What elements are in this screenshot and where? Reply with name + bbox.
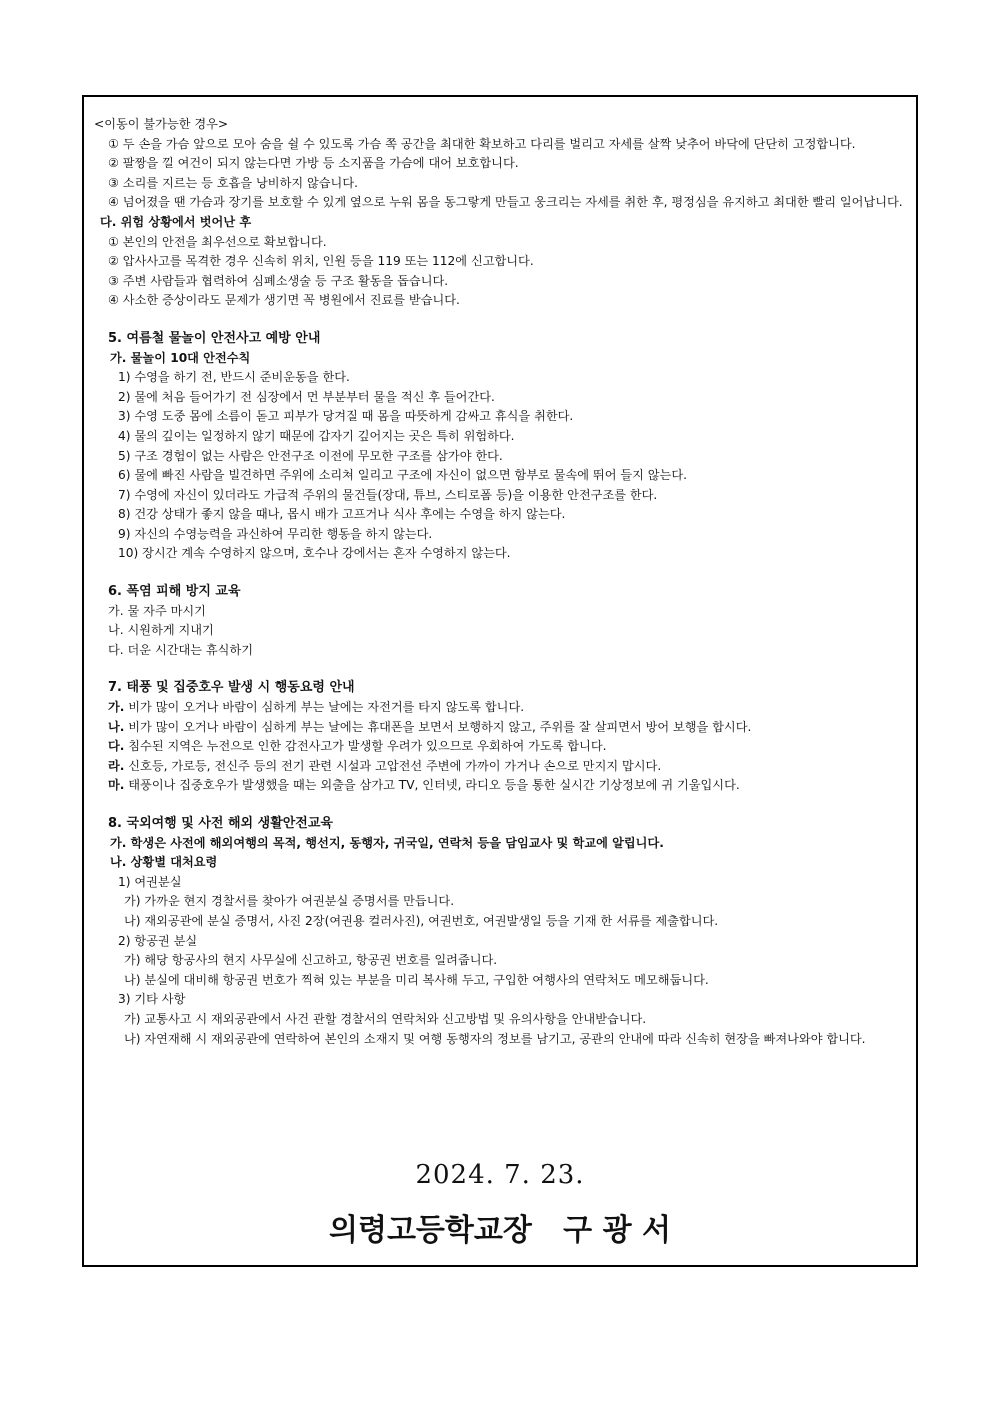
list-item	[94, 757, 906, 777]
group-heading: 3) 기타 사항	[118, 992, 186, 1007]
list-item	[94, 776, 906, 796]
list-item: 7) 수영에 자신이 있더라도 가급적 주위의 물건들(장대, 튜브, 스티로폼 등)을 이용한 안전구조를 한다.	[118, 487, 658, 502]
list-item: 3) 수영 도중 몸에 소름이 돋고 피부가 당겨질 때 몸을 따뜻하게 감싸고 휴식을 취한다.	[118, 409, 574, 424]
item-label: 다.	[108, 739, 125, 754]
list-item: 가) 가까운 현지 경찰서를 찾아가 여권분실 증명서를 만듭니다.	[124, 894, 455, 909]
list-item: 가) 해당 항공사의 현지 사무실에 신고하고, 항공권 번호를 일려줍니다.	[124, 953, 498, 968]
item-label: 라.	[108, 758, 125, 773]
group-heading: 1) 여권분실	[118, 874, 182, 889]
list-item: ① 두 손을 가슴 앞으로 모아 숨을 쉴 수 있도록 가슴 쪽 공간을 최대한 확보하고 다리를 벌리고 자세를 살짝 낮추어 바닥에 단단히 고정합니다.	[108, 136, 856, 151]
list-item: 나) 재외공관에 분실 증명서, 사진 2장(여권용 컬러사진), 여권번호, 여권발생일 등을 기재 한 서류를 제출합니다.	[124, 913, 719, 928]
list-item: ② 팔짱을 낄 여건이 되지 않는다면 가방 등 소지품을 가슴에 대어 보호합니다.	[108, 156, 519, 171]
after-escape-heading: 다. 위험 상황에서 벗어난 후	[100, 214, 252, 229]
section-6-title: 6. 폭염 피해 방지 교육	[108, 584, 241, 600]
section-5-subheading: 가. 물놀이 10대 안전수칙	[110, 350, 251, 365]
list-item: 2) 물에 처음 들어가기 전 심장에서 먼 부분부터 물을 적신 후 들어간다.	[118, 389, 495, 404]
document-date: 2024. 7. 23.	[415, 1160, 585, 1190]
list-item: ④ 사소한 증상이라도 문제가 생기면 꼭 병원에서 진료를 받습니다.	[108, 293, 460, 308]
principal-signature: 의령고등학교장 구 광 서	[328, 1213, 672, 1248]
item-label: 마.	[108, 778, 125, 793]
document-frame	[82, 95, 918, 1267]
list-item	[94, 698, 906, 718]
list-item: 1) 수영을 하기 전, 반드시 준비운동을 한다.	[118, 370, 350, 385]
list-item: 10) 장시간 계속 수영하지 않으며, 호수나 강에서는 혼자 수영하지 않는다.	[118, 546, 511, 561]
section-8-subheading-b: 나. 상황별 대처요령	[110, 855, 218, 870]
group-heading: 2) 항공권 분실	[118, 933, 198, 948]
item-text: 비가 많이 오거나 바람이 심하게 부는 날에는 자전거를 타지 않도록 합니다.	[124, 700, 525, 715]
list-item: 5) 구조 경험이 없는 사람은 안전구조 이전에 무모한 구조를 삼가야 한다.	[118, 448, 503, 463]
document-body	[94, 115, 906, 1049]
list-item: 가. 물 자주 마시기	[108, 603, 206, 618]
list-item: ① 본인의 안전을 최우선으로 확보합니다.	[108, 234, 327, 249]
list-item	[94, 737, 906, 757]
item-label: 가.	[108, 700, 125, 715]
list-item: 6) 물에 빠진 사람을 빌견하면 주위에 소리쳐 일리고 구조에 자신이 없으면 함부로 물속에 뛰어 들지 않는다.	[118, 468, 687, 483]
section-7-title: 7. 태풍 및 집중호우 발생 시 행동요령 안내	[108, 680, 355, 696]
list-item: ② 압사사고를 목격한 경우 신속히 위치, 인원 등을 119 또는 112에 신고합니다.	[108, 254, 534, 269]
list-item: 나. 시원하게 지내기	[108, 623, 214, 638]
item-text: 신호등, 가로등, 전신주 등의 전기 관련 시설과 고압전선 주변에 가까이 가거나 손으로 만지지 맙시다.	[124, 758, 662, 773]
move-impossible-heading: <이동이 불가능한 경우>	[94, 117, 229, 131]
list-item: 가) 교통사고 시 재외공관에서 사건 관할 경찰서의 연락처와 신고방법 및 유의사항을 안내받습니다.	[124, 1011, 647, 1026]
list-item: ③ 주변 사람들과 협력하여 심폐소생술 등 구조 활동을 돕습니다.	[108, 273, 449, 288]
list-item: 8) 건강 상태가 좋지 않을 때나, 몹시 배가 고프거나 식사 후에는 수영을 하지 않는다.	[118, 507, 566, 522]
section-5-title: 5. 여름철 물놀이 안전사고 예방 안내	[108, 330, 321, 346]
list-item: ④ 넘어졌을 땐 가슴과 장기를 보호할 수 있게 옆으로 누워 몸을 동그랗게 만들고 웅크리는 자세를 취한 후, 평정심을 유지하고 최대한 빨리 일어납니다.	[108, 195, 903, 210]
list-item: 나) 자연재해 시 재외공관에 연락하여 본인의 소재지 및 여행 동행자의 정보를 남기고, 공관의 안내에 따라 신속히 현장을 빠져나와야 합니다.	[124, 1031, 866, 1046]
list-item: 9) 자신의 수영능력을 과신하여 무리한 행동을 하지 않는다.	[118, 526, 433, 541]
section-8-title: 8. 국외여행 및 사전 해외 생활안전교육	[108, 816, 333, 831]
list-item: 나) 분실에 대비해 항공권 번호가 찍혀 있는 부분을 미리 복사해 두고, 구입한 여행사의 연락처도 메모해둡니다.	[124, 972, 709, 987]
item-text: 침수된 지역은 누전으로 인한 감전사고가 발생할 우려가 있으므로 우회하여 가도록 합니다.	[124, 739, 607, 754]
list-item: ③ 소리를 지르는 등 호흡을 낭비하지 않습니다.	[108, 175, 358, 190]
list-item: 4) 물의 깊이는 일정하지 않기 때문에 갑자기 깊어지는 곳은 특히 위험하다.	[118, 428, 515, 443]
section-8-subheading-a: 가. 학생은 사전에 해외여행의 목적, 행선지, 동행자, 귀국일, 연락처 등을 담임교사 및 학교에 알립니다.	[110, 835, 664, 850]
list-item	[94, 718, 906, 738]
item-text: 비가 많이 오거나 바람이 심하게 부는 날에는 휴대폰을 보면서 보행하지 않고, 주위를 잘 살피면서 방어 보행을 합시다.	[124, 719, 752, 734]
item-text: 태풍이나 집중호우가 발생했을 때는 외출을 삼가고 TV, 인터넷, 라디오 등을 통한 실시간 기상정보에 귀 기울입시다.	[124, 778, 740, 793]
list-item: 다. 더운 시간대는 휴식하기	[108, 642, 254, 657]
item-label: 나.	[108, 719, 125, 734]
